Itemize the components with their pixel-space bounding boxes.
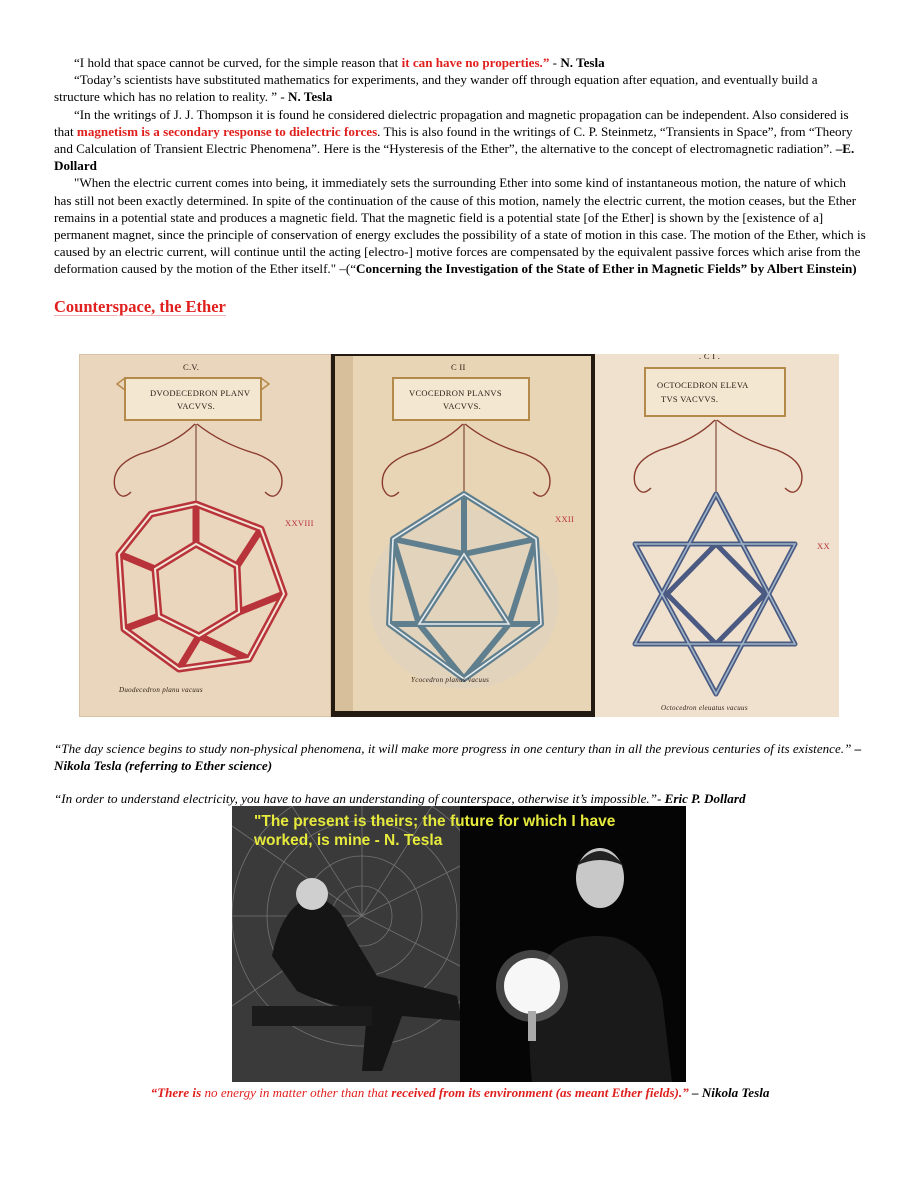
polyhedra-plates-image bbox=[79, 354, 839, 717]
plate-roman-number: XXII bbox=[555, 514, 575, 524]
quote-author: N. Tesla bbox=[288, 89, 333, 105]
section-heading: Counterspace, the Ether bbox=[54, 296, 226, 316]
quote-author: Eric P. Dollard bbox=[664, 791, 746, 806]
tesla-photo-collage bbox=[232, 806, 686, 1082]
plate-roman-number: XX bbox=[817, 541, 830, 551]
plate-footnote: Ycocedron planus vacuus bbox=[411, 676, 490, 684]
plate-icosahedron bbox=[331, 354, 595, 717]
plate-roman-number: XXVIII bbox=[285, 518, 314, 528]
plate-dodecahedron bbox=[79, 354, 331, 717]
quote-paragraph-2: “Today’s scientists have substituted mathematics for experiments, and they wander off through equation after equation, and eventually build a structure which has no relation to reality. ” - N. Tesla bbox=[54, 72, 818, 105]
quote-tesla-science: “The day science begins to study non-physical phenomena, it will make more progress in one century than in all the previous centuries of its existence.” – Nikola Tesla (referring to Ether science) bbox=[54, 741, 862, 774]
svg-text:VACVVS.: VACVVS. bbox=[443, 401, 482, 411]
svg-text:VACVVS.: VACVVS. bbox=[177, 401, 216, 411]
quote-author: –E. Dollard bbox=[54, 141, 855, 174]
icosahedron-illustration bbox=[331, 354, 595, 717]
quote-paragraph-4: "When the electric current comes into being, it immediately sets the surrounding Ether into some kind of instantaneous motion, the nature of which has still not been exactly determined. In spite of the continuation of the cause of this motion, namely the electric current, the motion ceases, but the Ether remains in a potential state and produces a magnetic field. That the magnetic field is a potential state [of the Ether] is shown by the [existence of a] permanent magnet, since the principle of conservation of energy excludes the possibility of a state of motion in this case. The motion of the Ether, which is caused by an electric current, will continue until the acting [electro-] motive forces are compensated by the equivalent passive forces which arise from the deformation caused by the motion of the Ether itself." –(“Concerning the Investigation of the State of Ether in Magnetic Fields” by Albert Einstein) bbox=[54, 175, 866, 277]
svg-text:TVS VACVVS.: TVS VACVVS. bbox=[661, 394, 719, 404]
quote-paragraph-1: “I hold that space cannot be curved, for the simple reason that it can have no properties.” - N. Tesla bbox=[74, 55, 605, 70]
quote-author: N. Tesla bbox=[560, 55, 605, 70]
octahedron-illustration bbox=[595, 354, 839, 717]
highlight-text: it can have no properties.” bbox=[401, 55, 550, 70]
quote-dollard-counterspace: “In order to understand electricity, you have to have an understanding of counterspace, otherwise it’s impossible.”- Eric P. Dollard bbox=[54, 791, 746, 806]
plate-octahedron bbox=[595, 354, 839, 717]
plate-number-top: . C I . bbox=[699, 354, 721, 361]
photo-caption: "The present is theirs; the future for which I have worked, is mine - N. Tesla bbox=[254, 813, 616, 849]
svg-text:DVODECEDRON PLANV: DVODECEDRON PLANV bbox=[150, 388, 251, 398]
highlight-text: magnetism is a secondary response to dielectric forces bbox=[76, 123, 378, 139]
svg-text:VCOCEDRON PLANVS: VCOCEDRON PLANVS bbox=[409, 388, 502, 398]
quote-source: Concerning the Investigation of the State of Ether in Magnetic Fields” by Albert Einstein) bbox=[356, 261, 857, 277]
plate-number-top: C II bbox=[451, 362, 466, 372]
bottom-quote: “There is no energy in matter other than that received from its environment (as meant Ether fields).” – Nikola Tesla bbox=[150, 1085, 770, 1100]
plate-footnote: Octocedron eleuatus vacuus bbox=[661, 704, 748, 712]
svg-text:OCTOCEDRON ELEVA: OCTOCEDRON ELEVA bbox=[657, 380, 749, 390]
dodecahedron-illustration bbox=[79, 354, 331, 717]
document-body bbox=[54, 54, 866, 317]
quote-paragraph-3: “In the writings of J. J. Thompson it is found he considered dielectric propagation and magnetic propagation can be independent. Also considered is that magnetism is a secondary response to dielectric forces. This is also found in the writings of C. P. Steinmetz, “Transients in Space”, from “Theory and Calculation of Transient Electric Phenomena”. Here is the “Hysteresis of the Ether”, the alternative to the concept of electromagnetic radiation”. –E. Dollard bbox=[54, 106, 855, 174]
quote-author: – Nikola Tesla bbox=[688, 1085, 770, 1100]
plate-number-top: C.V. bbox=[183, 362, 200, 372]
quote-author: – Nikola Tesla (referring to Ether science) bbox=[54, 741, 862, 774]
plate-footnote: Duodecedron planu vacuus bbox=[119, 686, 203, 694]
